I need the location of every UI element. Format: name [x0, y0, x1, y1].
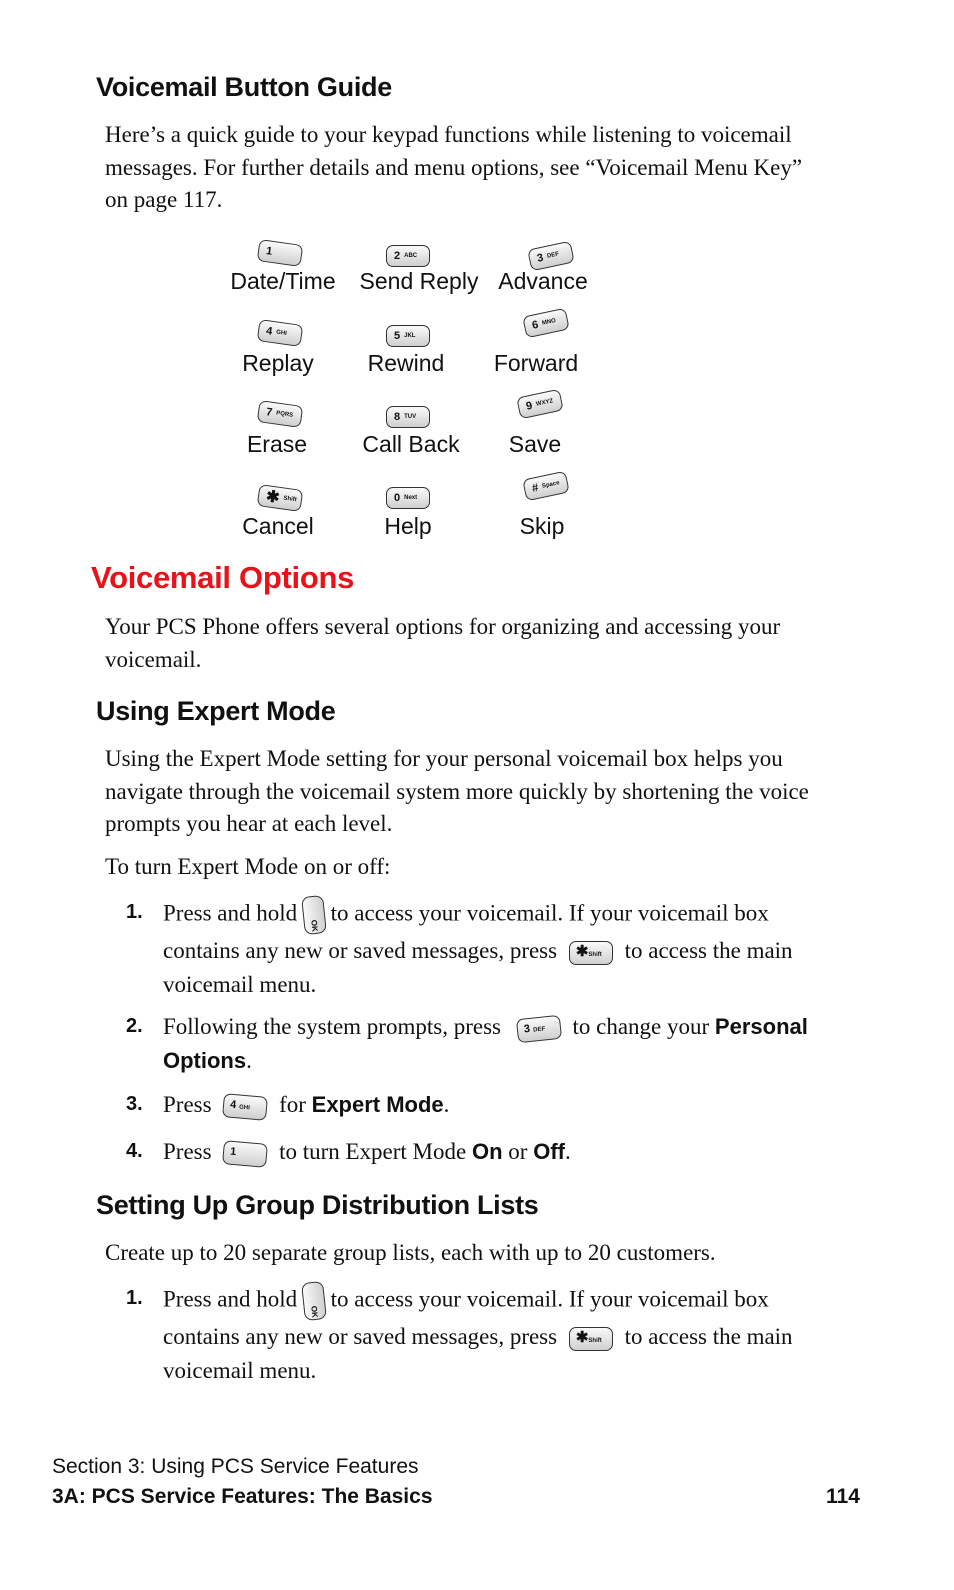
key-1-icon-inline: 1 [222, 1140, 268, 1168]
key-0-icon: 0 Next [386, 487, 430, 509]
expert-mode-lead: To turn Expert Mode on or off: [105, 854, 391, 879]
ok-key-icon: OK [301, 1281, 327, 1321]
section-heading-button-guide: Voicemail Button Guide [96, 72, 392, 102]
star-key-icon: ✱Shift [569, 941, 613, 965]
footer-section: Section 3: Using PCS Service Features [52, 1455, 419, 1478]
key-1-label: Date/Time [230, 268, 336, 294]
key-7-label: Erase [246, 431, 308, 457]
group-step-1: 1. Press and hold OK to access your voicemail. If your voicemail box contains any new or saved messages, press ✱Shift to access the main voicemail menu. [126, 1282, 826, 1382]
button-guide-intro: Here’s a quick guide to your keypad functions while listening to voicemail messages. For further details and menu options, see “Voicemail Menu Key” on page 117. [105, 122, 803, 212]
key-pound-label: Skip [519, 513, 565, 539]
ok-key-icon: OK [301, 895, 327, 935]
key-5-icon: 5 JKL [386, 325, 430, 347]
key-star-label: Cancel [242, 513, 314, 539]
voicemail-options-intro: Your PCS Phone offers several options for organizing and accessing your voicemail. [105, 614, 781, 672]
key-7-icon: 7 PQRS [257, 400, 304, 428]
footer-chapter: 3A: PCS Service Features: The Basics [52, 1485, 433, 1508]
key-2-label: Send Reply [359, 268, 479, 294]
section-heading-group-lists: Setting Up Group Distribution Lists [96, 1190, 539, 1220]
key-9-label: Save [508, 431, 562, 457]
key-9-icon: 9 WXYZ [516, 389, 564, 420]
key-6-icon: 6 MNO [522, 308, 570, 339]
expert-step-4: 4. Press 1 to turn Expert Mode On or Off. [126, 1135, 826, 1169]
key-3-icon-inline: 3 DEF [516, 1014, 562, 1042]
key-3-label: Advance [498, 268, 588, 294]
expert-step-3: 3. Press 4 GHI for Expert Mode. [126, 1088, 826, 1122]
key-4-label: Replay [242, 350, 314, 376]
key-3-icon: 3 DEF [527, 241, 575, 272]
key-4-icon-inline: 4 GHI [222, 1093, 268, 1121]
key-4-icon: 4 GHI [257, 319, 304, 347]
expert-step-2: 2. Following the system prompts, press 3 DEF to change your Personal Options. [126, 1014, 808, 1073]
group-lists-intro: Create up to 20 separate group lists, each with up to 20 customers. [105, 1240, 716, 1265]
key-1-icon: 1 [257, 239, 304, 267]
key-8-label: Call Back [362, 431, 460, 457]
section-heading-expert-mode: Using Expert Mode [96, 696, 336, 726]
key-star-icon: ✱ Shift [257, 484, 304, 512]
key-8-icon: 8 TUV [386, 406, 430, 428]
key-pound-icon: # Space [522, 471, 570, 502]
star-key-icon: ✱Shift [569, 1327, 613, 1351]
key-2-icon: 2 ABC [386, 245, 430, 267]
key-6-label: Forward [493, 350, 579, 376]
key-5-label: Rewind [367, 350, 445, 376]
key-0-label: Help [384, 513, 432, 539]
expert-mode-intro: Using the Expert Mode setting for your personal voicemail box helps you navigate through the voicemail system more quickly by shortening the voice prompts you hear at each level. [105, 746, 809, 836]
page-number: 114 [826, 1485, 860, 1508]
expert-step-1: 1. Press and hold OK to access your voicemail. If your voicemail box contains any new or saved messages, press ✱Shift to access the main voicemail menu. [126, 896, 826, 996]
section-heading-voicemail-options: Voicemail Options [91, 560, 355, 595]
